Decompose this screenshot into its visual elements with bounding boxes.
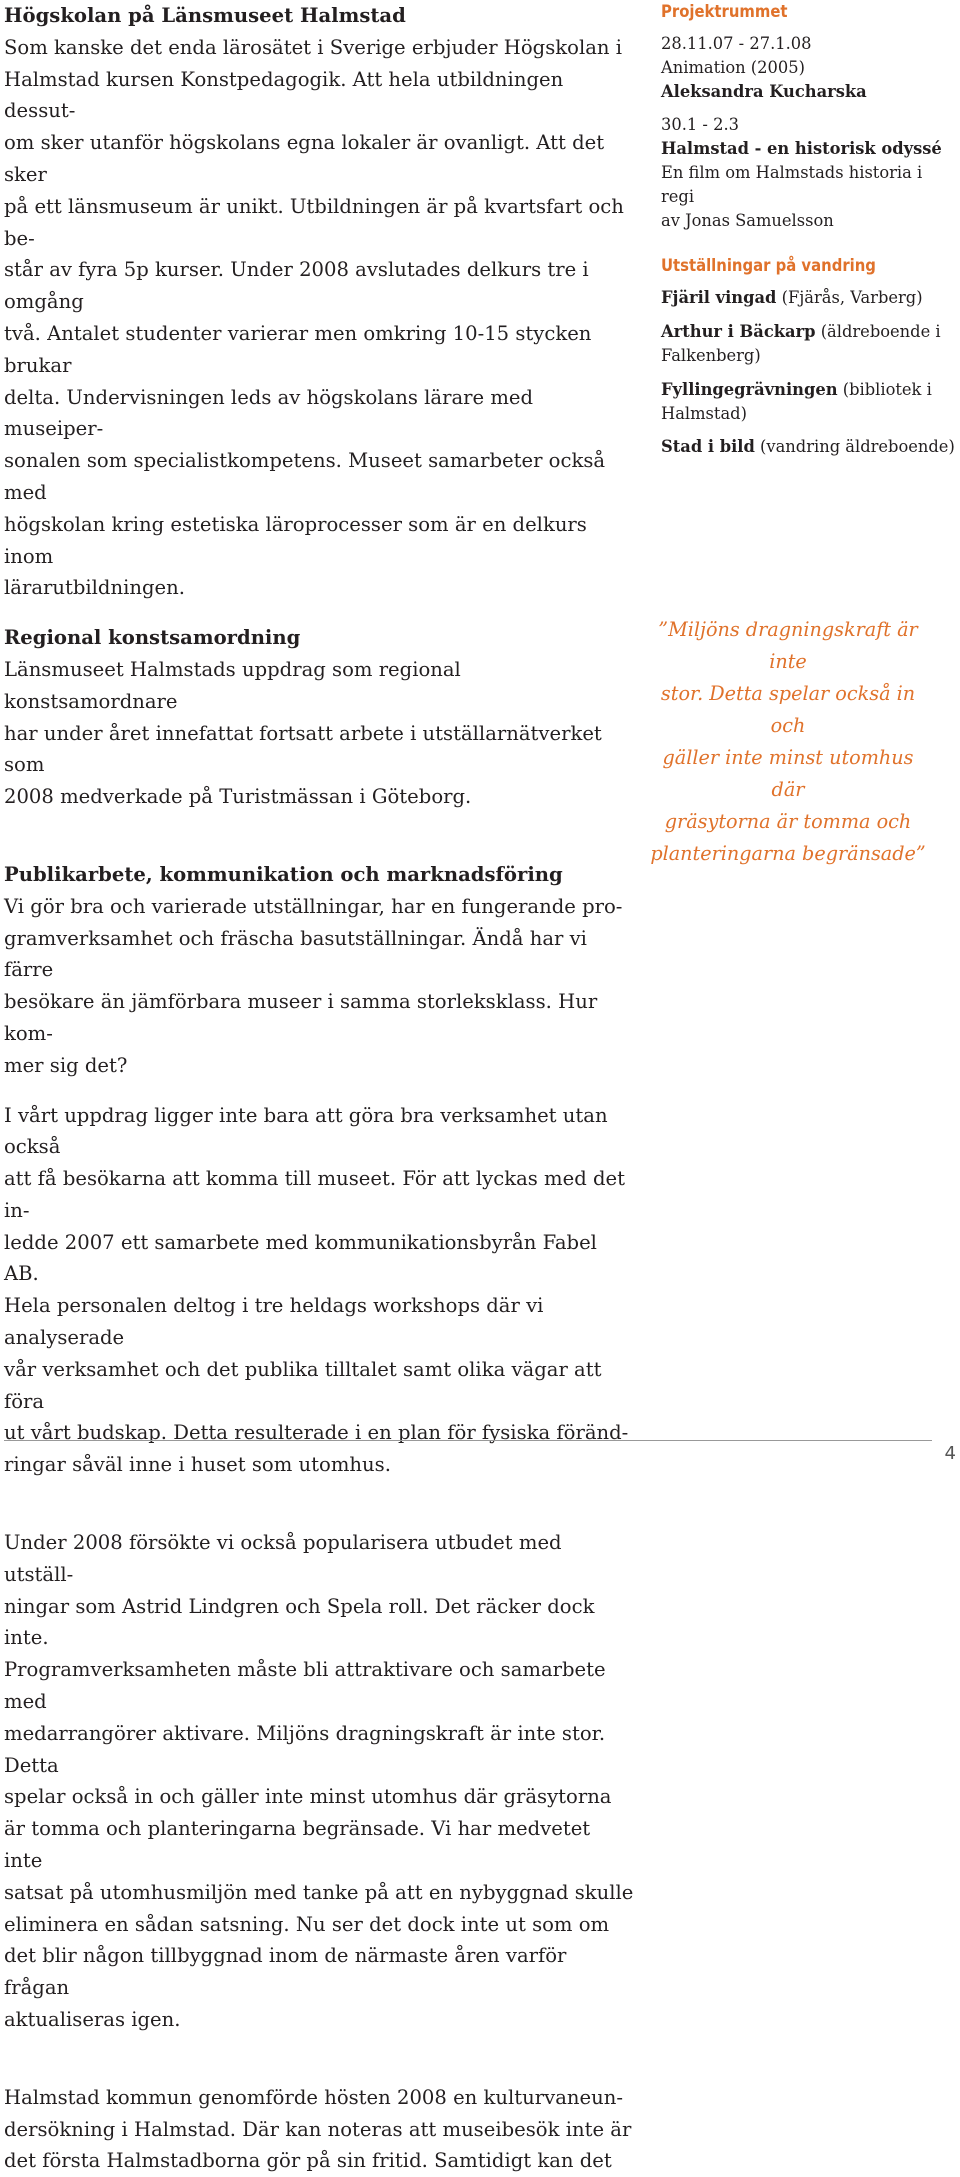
text-line: dersökning i Halmstad. Där kan noteras att museibesök inte är [4,2117,632,2141]
text-line: I vårt uppdrag ligger inte bara att göra bra verksamhet utan också [4,1103,608,1159]
quote-line: ”Miljöns dragningskraft är inte [658,618,918,673]
paragraph-regional [4,654,634,813]
tour-item-stad-i-bild: Stad i bild (vandring äldreboende) [661,437,955,457]
text-line: ningar som Astrid Lindgren och Spela roll. Det räcker dock inte. [4,1594,595,1650]
footer-rule [4,1440,932,1441]
tour-item-arthur: Arthur i Bäckarp (äldreboende i [661,322,941,342]
section-heading-publikarbete: Publikarbete, kommunikation och marknadsföring [4,862,563,886]
pull-quote [650,614,926,870]
text-line: högskolan kring estetiska läroprocesser som är en delkurs inom [4,512,587,568]
section-heading-hogskolan: Högskolan på Länsmuseet Halmstad [4,4,406,27]
project-2-title: Halmstad - en historisk odyssé [661,139,942,159]
page-number: 4 [944,1443,956,1464]
text-line: eliminera en sådan satsning. Nu ser det dock inte ut som om [4,1912,610,1936]
text-line: Länsmuseet Halmstads uppdrag som regional konstsamordnare [4,657,461,713]
project-1-dates: 28.11.07 - 27.1.08 [661,34,812,53]
tour-item-fyllinge-place: Halmstad) [661,403,747,423]
text-line: delta. Undervisningen leds av högskolans lärare med museiper- [4,385,534,441]
text-line: är tomma och planteringarna begränsade. Vi har medvetet inte [4,1817,591,1873]
text-line: två. Antalet studenter varierar men omkring 10-15 stycken brukar [4,321,592,377]
quote-line: stor. Detta spelar också in och [660,682,916,737]
paragraph-hogskolan [4,32,634,604]
text-line: Halmstad kommun genomförde hösten 2008 en kulturvaneun- [4,2085,623,2109]
project-2-description: av Jonas Samuelsson [661,210,834,230]
text-line: ringar såväl inne i huset som utomhus. [4,1453,391,1477]
tour-item-fjaril: Fjäril vingad (Fjärås, Varberg) [661,288,923,308]
tour-item-arthur-place: Falkenberg) [661,345,761,365]
text-line: Som kanske det enda lärosätet i Sverige erbjuder Högskolan i [4,35,623,59]
text-line: gramverksamhet och fräscha basutställningar. Ändå har vi färre [4,926,587,982]
quote-line: gräsytorna är tomma och [664,810,912,833]
text-line: ledde 2007 ett samarbete med kommunikationsbyrån Fabel AB. [4,1230,597,1286]
project-2-dates: 30.1 - 2.3 [661,115,739,135]
paragraph-kulturvaneundersokning [4,2082,634,2177]
paragraph-under-2008 [4,1527,634,2036]
text-line: lärarutbildningen. [4,576,185,600]
text-line: står av fyra 5p kurser. Under 2008 avslutades delkurs tre i omgång [4,258,589,314]
text-line: satsat på utomhusmiljön med tanke på att en nybyggnad skulle [4,1880,634,1904]
sidebar-column [661,0,957,459]
text-line: har under året innefattat fortsatt arbete i utställarnätverket som [4,721,602,777]
text-line: Programverksamheten måste bli attraktivare och samarbete med [4,1658,606,1714]
quote-line: planteringarna begränsade” [650,842,926,865]
text-line: mer sig det? [4,1053,128,1077]
tour-item-fyllinge: Fyllingegrävningen (bibliotek i [661,379,932,399]
text-line: vår verksamhet och det publika tilltalet samt olika vägar att föra [4,1357,602,1413]
paragraph-uppdrag [4,1100,634,1482]
main-column [4,0,634,2177]
text-line: det blir någon tillbyggnad inom de närmaste åren varför frågan [4,1944,567,2000]
projektrummet-heading: Projektrummet [661,2,788,21]
text-line: Hela personalen deltog i tre heldags workshops där vi analyserade [4,1294,544,1350]
text-line: sonalen som specialistkompetens. Museet samarbeter också med [4,449,606,504]
project-2-description: En film om Halmstads historia i regi [661,162,923,206]
text-line: på ett länsmuseum är unikt. Utbildningen är på kvartsfart och be- [4,194,624,250]
paragraph-publikarbete [4,891,634,1082]
text-line: ut vårt budskap. Detta resulterade i en plan för fysiska föränd- [4,1421,629,1445]
text-line: besökare än jämförbara museer i samma storleksklass. Hur kom- [4,990,598,1045]
text-line: Halmstad kursen Konstpedagogik. Att hela utbildningen dessut- [4,67,564,123]
text-line: spelar också in och gäller inte minst utomhus där gräsytorna [4,1785,612,1809]
text-line: medarrangörer aktivare. Miljöns dragningskraft är inte stor. Detta [4,1721,606,1777]
text-line: 2008 medverkade på Turistmässan i Göteborg. [4,785,472,809]
project-1-artist: Aleksandra Kucharska [661,81,867,101]
text-line: aktualiseras igen. [4,2008,181,2032]
text-line: Vi gör bra och varierade utställningar, har en fungerande pro- [4,894,623,918]
text-line: att få besökarna att komma till museet. För att lyckas med det in- [4,1167,626,1222]
project-1-title: Animation (2005) [661,57,805,77]
quote-line: gäller inte minst utomhus där [662,746,914,801]
section-heading-regional: Regional konstsamordning [4,626,301,650]
text-line: om sker utanför högskolans egna lokaler är ovanligt. Att det sker [4,131,605,186]
vandring-heading: Utställningar på vandring [661,256,876,276]
text-line: Under 2008 försökte vi också popularisera utbudet med utställ- [4,1531,562,1586]
text-line: det första Halmstadborna gör på sin fritid. Samtidigt kan det [4,2149,612,2173]
